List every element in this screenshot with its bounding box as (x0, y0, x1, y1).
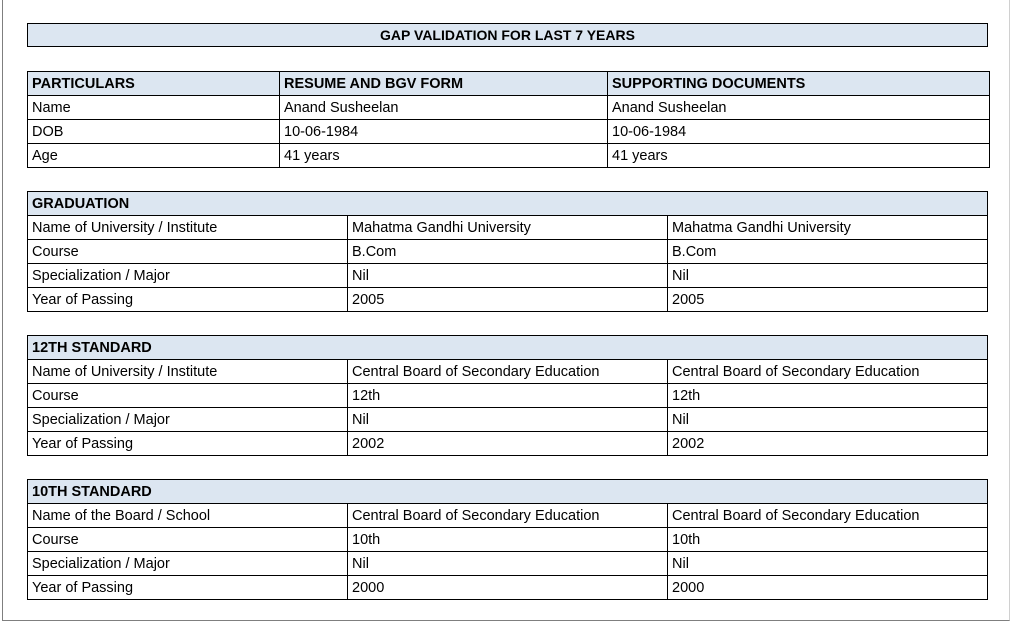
table-row (28, 96, 990, 120)
row-label: Year of Passing (28, 576, 348, 600)
docs-value: Anand Susheelan (608, 96, 990, 120)
docs-value: Mahatma Gandhi University (668, 216, 988, 240)
table-row (28, 408, 988, 432)
row-label: Specialization / Major (28, 264, 348, 288)
resume-value: B.Com (348, 240, 668, 264)
resume-value: 10-06-1984 (280, 120, 608, 144)
twelfth-standard-table (27, 335, 988, 456)
header-resume: RESUME AND BGV FORM (280, 72, 608, 96)
resume-value: Anand Susheelan (280, 96, 608, 120)
docs-value: 41 years (608, 144, 990, 168)
personal-details-table (27, 71, 990, 168)
row-label: Name of the Board / School (28, 504, 348, 528)
row-label: Course (28, 384, 348, 408)
table-header-row (28, 72, 990, 96)
table-row (28, 240, 988, 264)
table-row (28, 360, 988, 384)
docs-value: Central Board of Secondary Education (668, 504, 988, 528)
row-label: Name of University / Institute (28, 216, 348, 240)
resume-value: Nil (348, 264, 668, 288)
section-heading-tenth: 10TH STANDARD (28, 480, 988, 504)
docs-value: Nil (668, 264, 988, 288)
docs-value: Nil (668, 408, 988, 432)
table-row (28, 288, 988, 312)
row-label: Age (28, 144, 280, 168)
table-row (28, 504, 988, 528)
section-heading-row (28, 192, 988, 216)
section-heading-graduation: GRADUATION (28, 192, 988, 216)
resume-value: Nil (348, 408, 668, 432)
resume-value: 2000 (348, 576, 668, 600)
row-label: Year of Passing (28, 288, 348, 312)
table-row (28, 528, 988, 552)
resume-value: 10th (348, 528, 668, 552)
docs-value: Nil (668, 552, 988, 576)
resume-value: 12th (348, 384, 668, 408)
resume-value: Central Board of Secondary Education (348, 504, 668, 528)
page-title: GAP VALIDATION FOR LAST 7 YEARS (27, 23, 988, 47)
table-row (28, 120, 990, 144)
table-row (28, 144, 990, 168)
docs-value: 10th (668, 528, 988, 552)
section-heading-row (28, 336, 988, 360)
row-label: Specialization / Major (28, 408, 348, 432)
row-label: DOB (28, 120, 280, 144)
resume-value: Mahatma Gandhi University (348, 216, 668, 240)
table-row (28, 432, 988, 456)
resume-value: Central Board of Secondary Education (348, 360, 668, 384)
docs-value: 10-06-1984 (608, 120, 990, 144)
row-label: Course (28, 240, 348, 264)
table-row (28, 264, 988, 288)
resume-value: 2005 (348, 288, 668, 312)
row-label: Specialization / Major (28, 552, 348, 576)
tenth-standard-table (27, 479, 988, 600)
header-supporting: SUPPORTING DOCUMENTS (608, 72, 990, 96)
graduation-table (27, 191, 988, 312)
resume-value: Nil (348, 552, 668, 576)
row-label: Year of Passing (28, 432, 348, 456)
table-row (28, 576, 988, 600)
section-heading-row (28, 480, 988, 504)
table-row (28, 552, 988, 576)
docs-value: 12th (668, 384, 988, 408)
row-label: Course (28, 528, 348, 552)
docs-value: 2000 (668, 576, 988, 600)
row-label: Name (28, 96, 280, 120)
header-particulars: PARTICULARS (28, 72, 280, 96)
docs-value: 2002 (668, 432, 988, 456)
table-row (28, 216, 988, 240)
docs-value: Central Board of Secondary Education (668, 360, 988, 384)
row-label: Name of University / Institute (28, 360, 348, 384)
resume-value: 2002 (348, 432, 668, 456)
section-heading-twelfth: 12TH STANDARD (28, 336, 988, 360)
resume-value: 41 years (280, 144, 608, 168)
docs-value: 2005 (668, 288, 988, 312)
table-row (28, 384, 988, 408)
docs-value: B.Com (668, 240, 988, 264)
